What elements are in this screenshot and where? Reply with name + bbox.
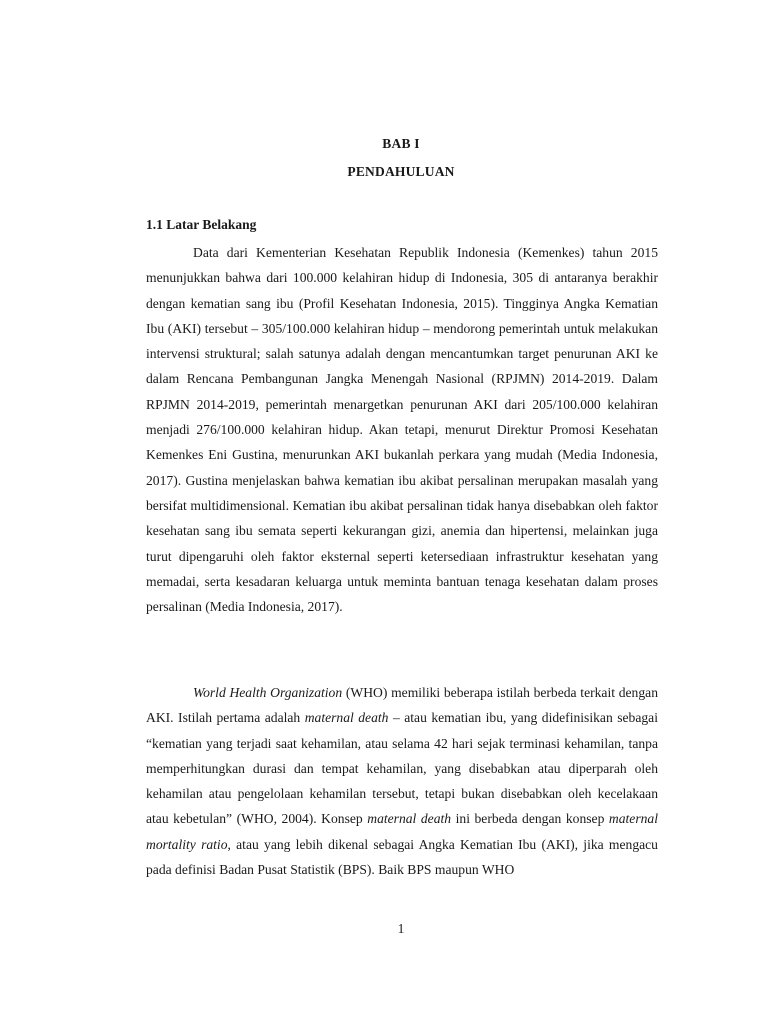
chapter-number: BAB I [382,136,420,151]
italic-term-maternal-death: maternal death [304,710,389,726]
paragraph-text: , atau yang lebih dikenal sebagai Angka Kematian Ibu (AKI), jika mengacu pada definisi Badan Pusat Statistik (BPS). Baik BPS maupun WHO [146,836,658,878]
page-number: 1 [397,921,405,936]
body-paragraph-1: Data dari Kementerian Kesehatan Republik Indonesia (Kemenkes) tahun 2015 menunjukkan bahwa dari 100.000 kelahiran hidup di Indonesia, 305 di antaranya berakhir dengan kematian sang ibu (Profil Kesehatan Indonesia, 2015). Tingginya Angka Kematian Ibu (AKI) tersebut – 305/100.000 kelahiran hidup – mendorong pemerintah untuk melakukan intervensi struktural; salah satunya adalah dengan mencantumkan target penurunan AKI ke dalam Rencana Pembangunan Jangka Menengah Nasional (RPJMN) 2014-2019. Dalam RPJMN 2014-2019, pemerintah menargetkan penurunan AKI dari 205/100.000 kelahiran menjadi 276/100.000 kelahiran hidup. Akan tetapi, menurut Direktur Promosi Kesehatan Kemenkes Eni Gustina, menurunkan AKI bukanlah perkara yang mudah (Media Indonesia, 2017). Gustina menjelaskan bahwa kematian ibu akibat persalinan merupakan masalah yang bersifat multidimensional. Kematian ibu akibat persalinan tidak hanya disebabkan oleh faktor kesehatan sang ibu semata seperti kekurangan gizi, anemia dan hipertensi, melainkan juga turut dipengaruhi oleh faktor eksternal seperti ketersediaan infrastruktur kesehatan yang memadai, serta kesadaran keluarga untuk meminta bantuan tenaga kesehatan dalam proses persalinan (Media Indonesia, 2017). [146,245,658,615]
paragraph-text: – atau kematian ibu, yang didefinisikan sebagai “kematian yang terjadi saat kehamilan, atau selama 42 hari sejak terminasi kehamilan, tanpa memperhitungkan durasi dan tempat kehamilan, yang disebabkan atau diperparah oleh kehamilan atau pengelolaan kehamilan tersebut, tetapi bukan disebabkan oleh kecelakaan atau kebetulan” (WHO, 2004). Konsep [146,710,658,827]
italic-term-maternal-mortality-ratio: maternal mortality ratio [146,811,658,852]
paragraph-text: (WHO) memiliki beberapa istilah berbeda terkait dengan AKI. Istilah pertama adalah [146,685,658,726]
paragraph-text: ini berbeda dengan konsep [451,811,609,827]
section-heading: 1.1 Latar Belakang [146,217,257,232]
body-paragraph-2 [146,680,658,882]
italic-term-maternal-death: maternal death [367,811,452,827]
chapter-title: PENDAHULUAN [347,164,455,179]
italic-term-who: World Health Organization [193,685,343,700]
